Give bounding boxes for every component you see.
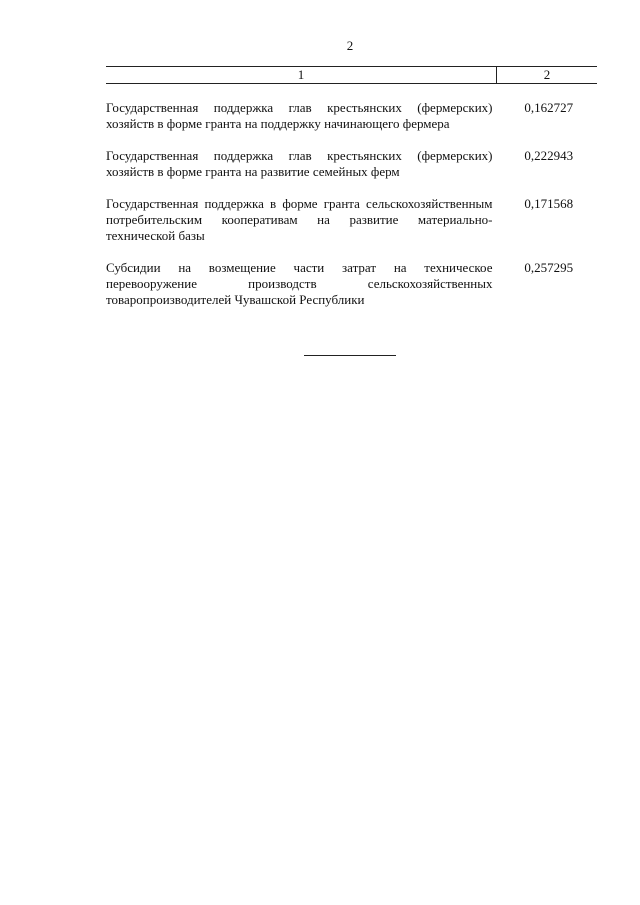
table-row	[106, 148, 597, 180]
row-description: Субсидии на возмещение части затрат на техническое перевооружение производств сельскохозяйственных товаропроизводителей Чувашской Республики	[106, 260, 493, 307]
row-description: Государственная поддержка глав крестьянских (фермерских) хозяйств в форме гранта на поддержку начинающего фермера	[106, 100, 493, 131]
table-row	[106, 260, 597, 308]
row-value: 0,162727	[524, 100, 574, 115]
row-value: 0,171568	[524, 196, 574, 211]
table-header-row	[106, 67, 597, 84]
table-spacer	[106, 244, 597, 260]
row-description: Государственная поддержка в форме гранта сельскохозяйственным потребительским кооперативам на развитие материально-технической базы	[106, 196, 493, 243]
page-number: 2	[346, 38, 354, 53]
data-table	[106, 66, 597, 308]
table-row	[106, 196, 597, 244]
end-divider	[304, 355, 396, 356]
table-spacer	[106, 132, 597, 148]
column-header-1: 1	[106, 67, 497, 84]
column-header-2: 2	[497, 67, 598, 84]
table-spacer	[106, 84, 597, 101]
table-spacer	[106, 180, 597, 196]
table-row	[106, 100, 597, 132]
row-description: Государственная поддержка глав крестьянских (фермерских) хозяйств в форме гранта на развитие семейных ферм	[106, 148, 493, 179]
row-value: 0,222943	[524, 148, 574, 163]
row-value: 0,257295	[524, 260, 574, 275]
